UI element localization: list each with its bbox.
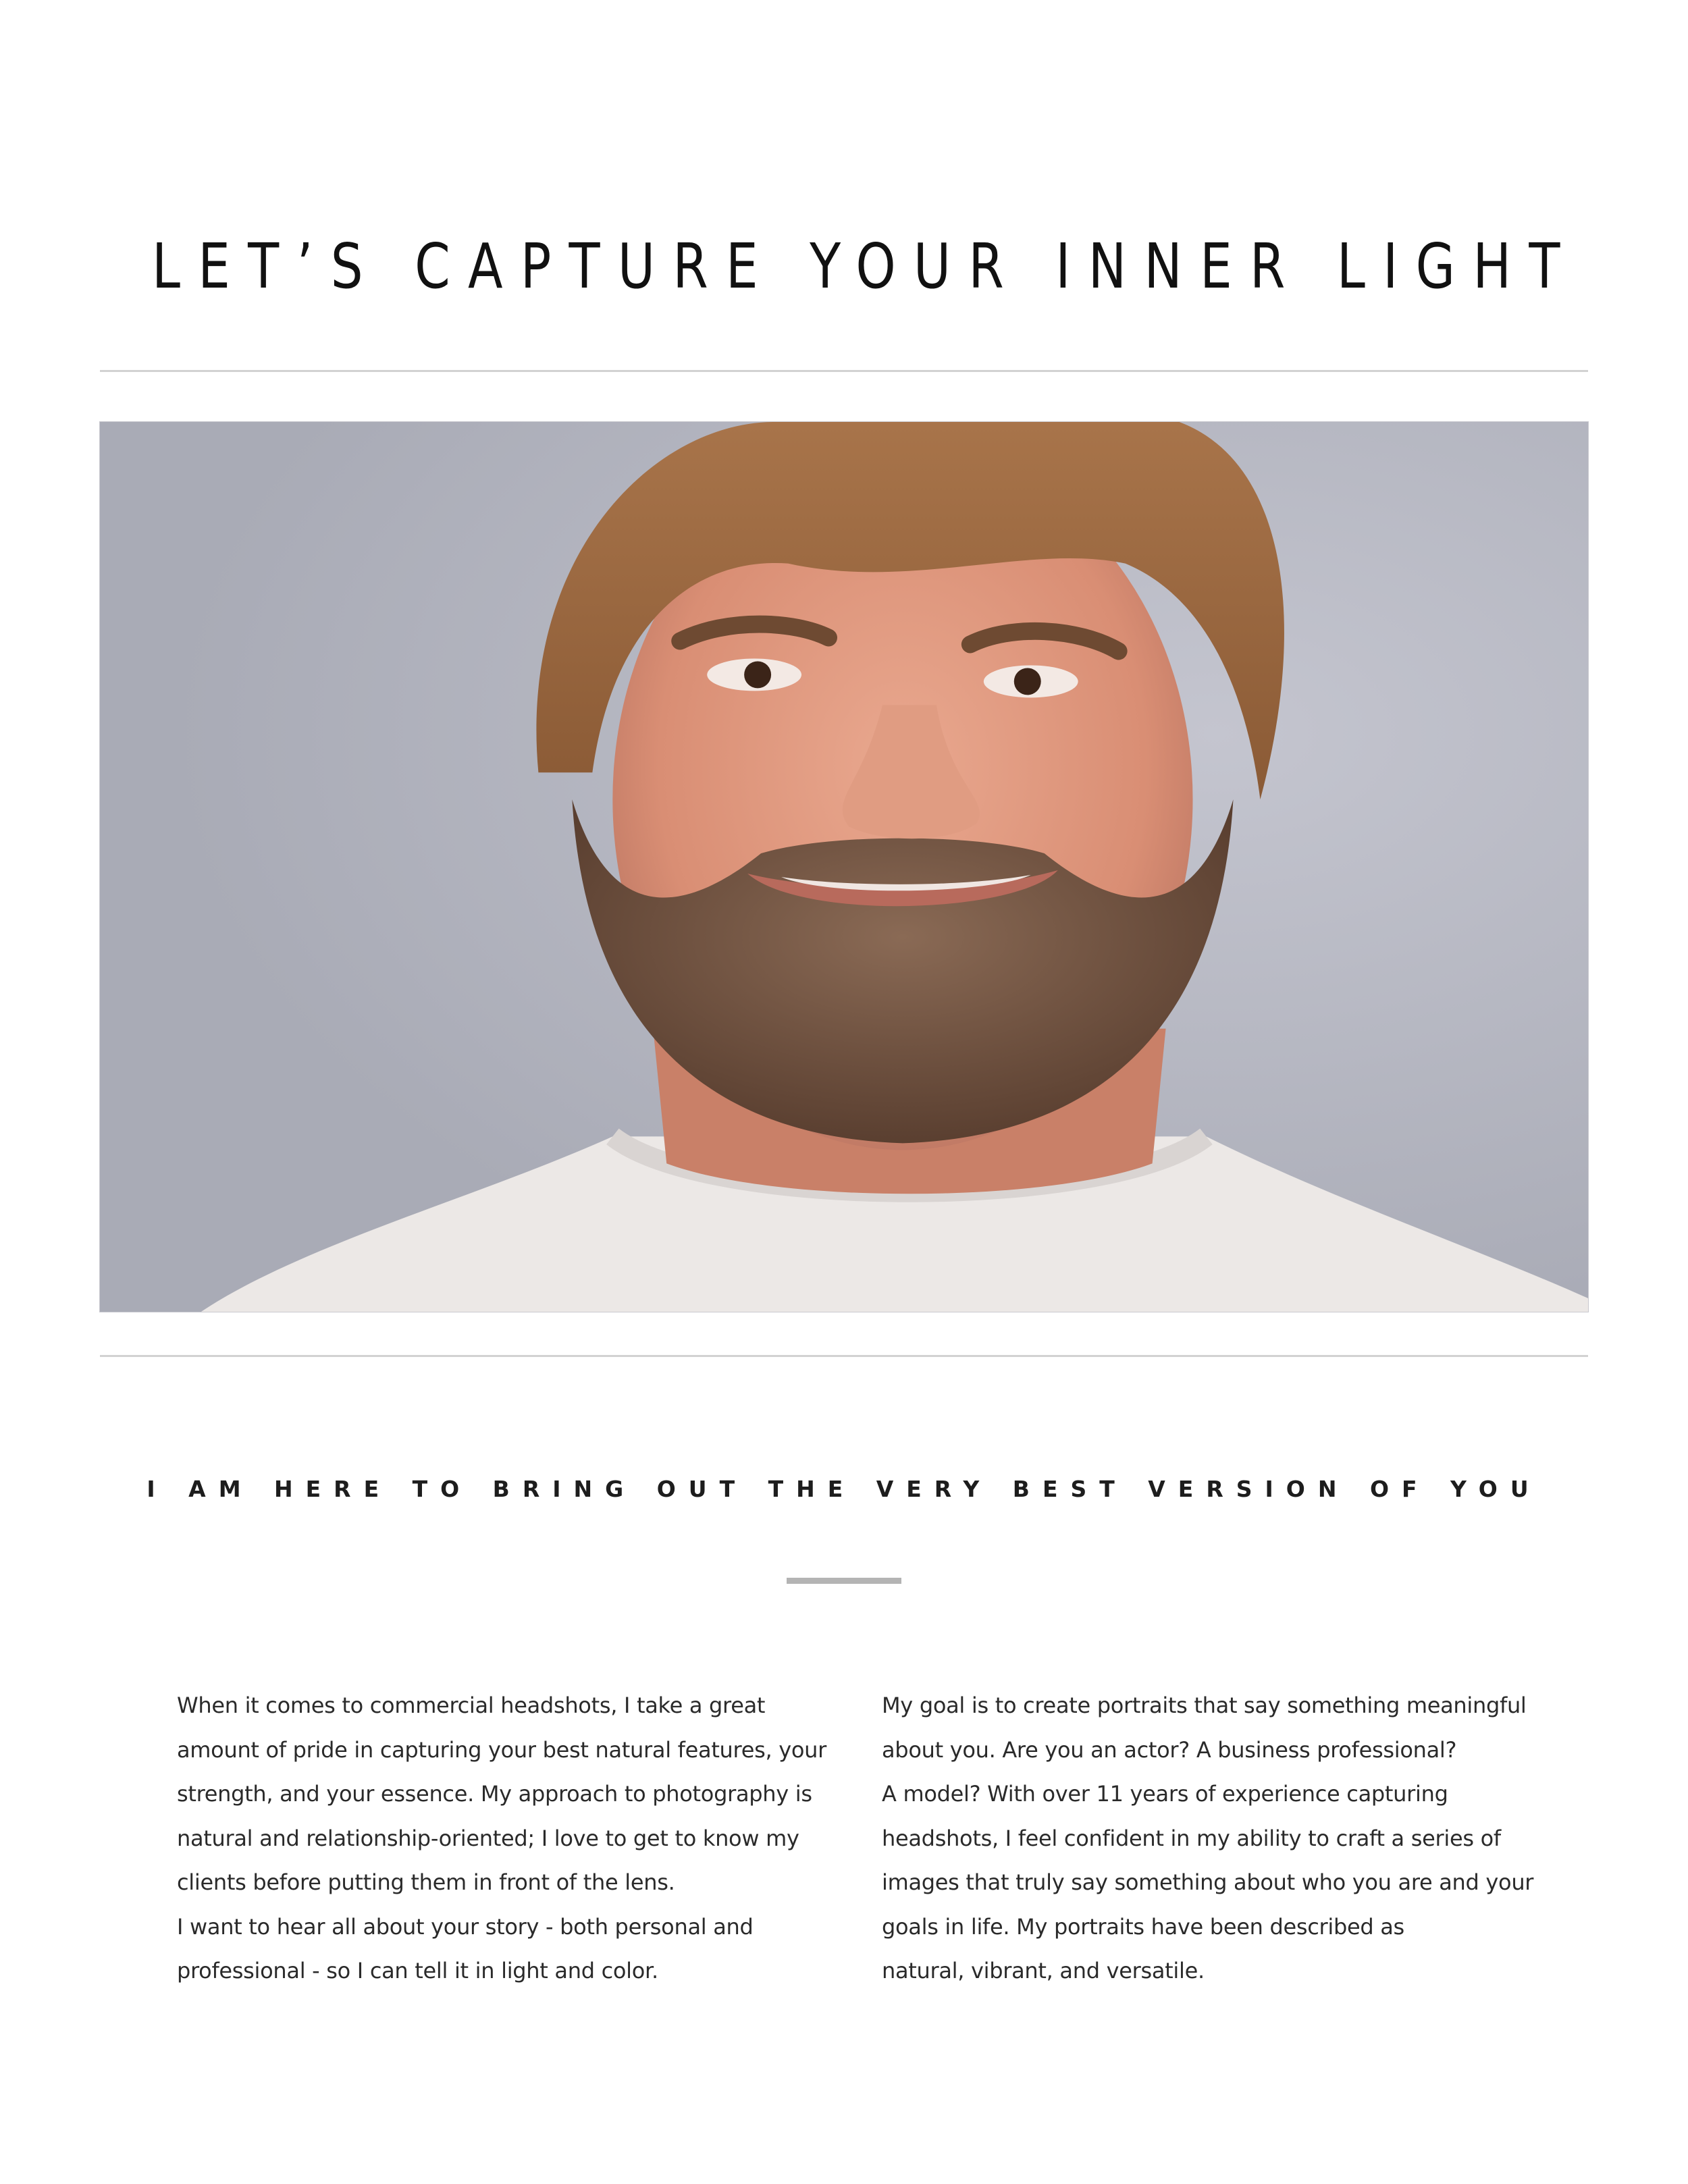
portrait-illustration xyxy=(100,422,1588,1312)
paragraph-line: My goal is to create portraits that say something meaningful xyxy=(882,1693,1527,1718)
page-headline: LET’S CAPTURE YOUR INNER LIGHT xyxy=(152,230,1578,302)
paragraph-line: about you. Are you an actor? A business professional? xyxy=(882,1736,1457,1763)
paragraph-line: clients before putting them in front of the lens. xyxy=(177,1869,675,1895)
bottom-divider xyxy=(100,1355,1588,1357)
paragraph-line: strength, and your essence. My approach to photography is xyxy=(177,1781,812,1807)
intro-column-right xyxy=(882,1684,1534,1994)
tagline: I AM HERE TO BRING OUT THE VERY BEST VERSION OF YOU xyxy=(147,1476,1541,1503)
paragraph-line: A model? With over 11 years of experience capturing xyxy=(882,1781,1448,1807)
paragraph-line: I want to hear all about your story - both personal and xyxy=(177,1913,754,1940)
paragraph-line: goals in life. My portraits have been described as xyxy=(882,1913,1404,1940)
paragraph-line: images that truly say something about who you are and your xyxy=(882,1869,1534,1895)
paragraph-line: When it comes to commercial headshots, I take a great xyxy=(177,1693,766,1718)
paragraph-line: headshots, I feel confident in my ability to craft a series of xyxy=(882,1825,1501,1851)
paragraph-line: natural, vibrant, and versatile. xyxy=(882,1958,1205,1983)
paragraph-line: professional - so I can tell it in light and color. xyxy=(177,1958,658,1983)
accent-bar xyxy=(787,1578,901,1584)
paragraph-line: natural and relationship-oriented; I love to get to know my xyxy=(177,1825,799,1851)
portrait-photo xyxy=(99,421,1589,1312)
paragraph-line: amount of pride in capturing your best natural features, your xyxy=(177,1736,826,1763)
top-divider xyxy=(100,370,1588,372)
intro-column-left xyxy=(177,1684,825,1994)
